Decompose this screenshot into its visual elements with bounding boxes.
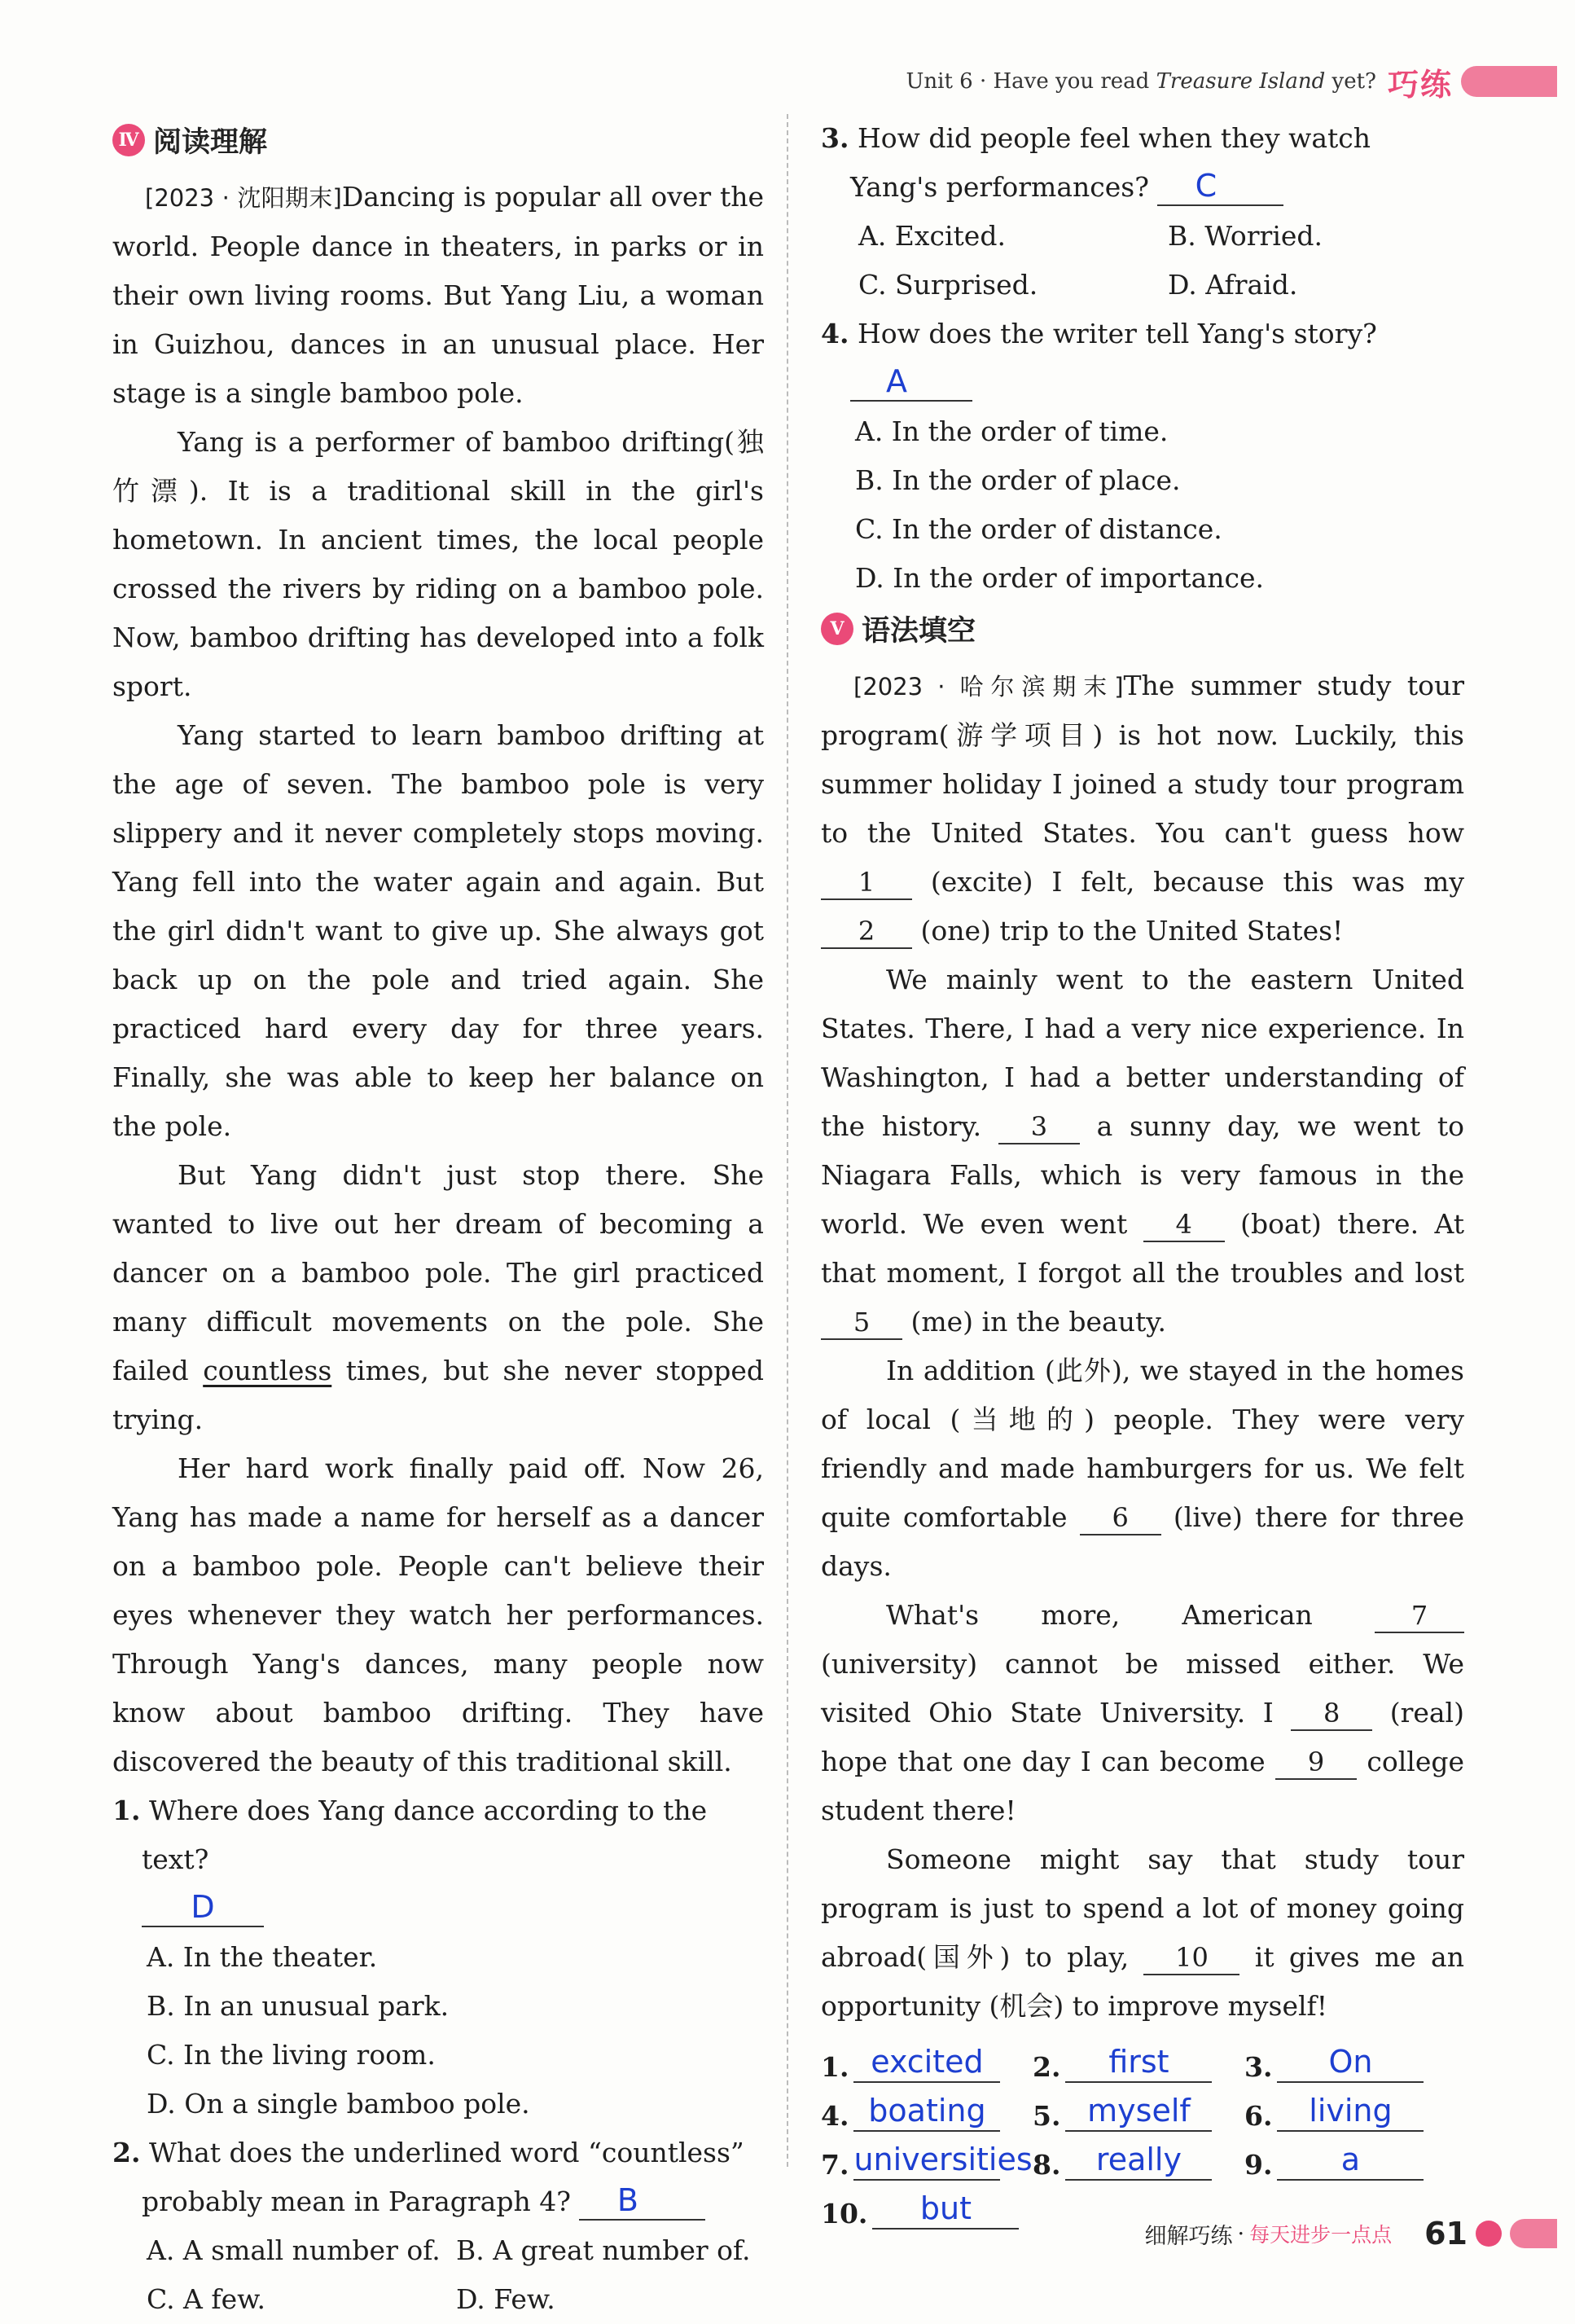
blank-8[interactable]: 8 — [1291, 1697, 1372, 1731]
blank-7[interactable]: 7 — [1375, 1599, 1464, 1633]
answer-field[interactable]: excited — [853, 2042, 1000, 2083]
question-4: 4. How does the writer tell Yang's story? A — [821, 310, 1464, 407]
answer-grid — [821, 2034, 1464, 2230]
answer-item: 3. On — [1244, 2034, 1456, 2083]
grammar-paragraph-2: We mainly went to the eastern United States. There, I had a very nice experience. In Washington, I had a better understanding of the history. 3 a sunny day, we went to Niagara Falls, which is very famous in the world. We even went 4 (boat) there. At that moment, I forgot all the troubles and lost 5 (me) in the beauty. — [821, 956, 1464, 1347]
option-a: A. Excited. — [858, 220, 1006, 252]
options-row — [147, 2226, 764, 2275]
answer-field[interactable]: On — [1277, 2042, 1424, 2083]
section-number-badge: Ⅳ — [112, 124, 145, 156]
blank-6[interactable]: 6 — [1080, 1501, 1161, 1535]
reading-paragraph-3: Yang started to learn bamboo drifting at the age of seven. The bamboo pole is very slippery and it never completely stops moving. Yang fell into the water again and again. But the girl didn't want to give up. She always got back up on the pole and tried again. She practiced hard every day for three years. Finally, she was able to keep her balance on the pole. — [112, 719, 764, 1142]
footer-decoration — [1510, 2219, 1557, 2248]
answer-blank-3[interactable]: C — [1157, 167, 1283, 206]
reading-heading — [112, 114, 764, 166]
answer-field[interactable]: universities — [853, 2140, 1000, 2181]
options-row — [858, 261, 1464, 310]
section-title: 语法填空 — [862, 615, 976, 648]
answer-line-1 — [112, 1884, 764, 1933]
options-row — [147, 2275, 764, 2324]
option-b: B. A great number of. — [456, 2234, 751, 2266]
answer-field[interactable]: boating — [853, 2091, 1000, 2132]
answer-field[interactable]: really — [1065, 2140, 1212, 2181]
blank-1[interactable]: 1 — [821, 866, 912, 900]
option-c: C. Surprised. — [858, 269, 1038, 301]
answer-item: 2. first — [1033, 2034, 1244, 2083]
option-d: D. Afraid. — [1168, 269, 1298, 301]
footer-dot-decoration — [1476, 2221, 1502, 2247]
option-a: A. A small number of. — [147, 2234, 441, 2266]
answer-field[interactable]: living — [1277, 2091, 1424, 2132]
reading-paragraph-5: Her hard work finally paid off. Now 26, Yang has made a name for herself as a dancer on a bamboo pole. People can't believe their eyes whenever they watch her performances. Through Yang's dances, many people now know about bamboo drifting. They have discovered the beauty of this traditional skill. — [112, 1452, 764, 1777]
answer-item: 8. really — [1033, 2132, 1244, 2181]
blank-3[interactable]: 3 — [998, 1110, 1080, 1144]
footer-slogan: 每天进步一点点 — [1249, 2223, 1393, 2247]
option-a: A. In the order of time. — [855, 415, 1169, 447]
blank-10[interactable]: 10 — [1143, 1941, 1239, 1975]
answer-field[interactable]: a — [1277, 2140, 1424, 2181]
question-1: 1. Where does Yang dance according to the text? — [112, 1795, 708, 1875]
option-c: C. In the living room. — [147, 2039, 436, 2071]
header-decoration — [1461, 66, 1557, 97]
blank-5[interactable]: 5 — [821, 1306, 902, 1340]
answer-field[interactable]: myself — [1065, 2091, 1212, 2132]
blank-4[interactable]: 4 — [1143, 1208, 1225, 1242]
option-d: D. Few. — [456, 2283, 555, 2315]
answer-item: 1. excited — [821, 2034, 1033, 2083]
footer-separator: · — [1237, 2221, 1245, 2247]
options-row — [858, 212, 1464, 261]
reading-section — [112, 114, 764, 2324]
grammar-paragraph-1: [2023 · 哈尔滨期末]The summer study tour program(游学项目) is hot now. Luckily, this summer holiday I joined a study tour program to the United States. You can't guess how 1 (excite) I felt, because this was my 2 (one) trip to the United States! — [821, 661, 1464, 956]
option-d: D. On a single bamboo pole. — [147, 2088, 530, 2120]
source-tag: [2023 · 沈阳期末] — [145, 184, 342, 212]
page-header — [906, 59, 1557, 104]
option-c: C. A few. — [147, 2283, 265, 2315]
page-footer — [1145, 2209, 1558, 2258]
grammar-paragraph-3: In addition (此外), we stayed in the homes of local (当地的) people. They were very friendly and made hamburgers for us. We felt quite comfortable 6 (live) there for three days. — [821, 1355, 1464, 1582]
unit-title: Unit 6 · Have you read Treasure Island yet? — [906, 69, 1376, 94]
answer-item: 10. but — [821, 2181, 1033, 2230]
grammar-paragraph-4: What's more, American 7 (university) cannot be missed either. We visited Ohio State University. I 8 (real) hope that one day I can become 9 college student there! — [821, 1599, 1465, 1826]
answer-item: 5. myself — [1033, 2083, 1244, 2132]
answer-item: 7. universities — [821, 2142, 1033, 2181]
page-number: 61 — [1424, 2216, 1468, 2252]
option-b: B. In an unusual park. — [147, 1990, 450, 2022]
option-d: D. In the order of importance. — [855, 562, 1265, 594]
reading-paragraph-2: Yang is a performer of bamboo drifting(独竹漂). It is a traditional skill in the girl's hometown. In ancient times, the local people crossed the rivers by riding on a bamboo pole. Now, bamboo drifting has developed into a folk sport. — [112, 426, 764, 702]
section-title: 阅读理解 — [153, 126, 268, 159]
option-a: A. In the theater. — [147, 1941, 378, 1973]
answer-item: 4. boating — [821, 2083, 1033, 2132]
reading-paragraph-1: [2023 · 沈阳期末]Dancing is popular all over the world. People dance in theaters, in parks or in their own living rooms. But Yang Liu, a woman in Guizhou, dances in an unusual place. Her stage is a single bamboo pole. — [112, 181, 764, 409]
answer-blank-2[interactable]: B — [579, 2181, 705, 2221]
reading-paragraph-4: But Yang didn't just stop there. She wanted to live out her dream of becoming a dancer on a bamboo pole. The girl practiced many difficult movements on the pole. She failed countless times, but she never stopped trying. — [112, 1159, 764, 1435]
brand-label: 巧练 — [1387, 66, 1453, 103]
option-b: B. Worried. — [1168, 220, 1323, 252]
blank-9[interactable]: 9 — [1275, 1746, 1357, 1780]
section-number-badge: Ⅴ — [821, 613, 853, 645]
answer-item: 6. living — [1244, 2083, 1456, 2132]
column-divider — [787, 114, 788, 2167]
blank-2[interactable]: 2 — [821, 915, 912, 949]
footer-brand: 细解巧练 — [1144, 2223, 1233, 2249]
question-2: 2. What does the underlined word “countless” probably mean in Paragraph 4? B — [112, 2129, 764, 2226]
option-b: B. In the order of place. — [855, 464, 1181, 496]
answer-field[interactable]: but — [872, 2189, 1019, 2230]
question-3: 3. How did people feel when they watch Yang's performances? C — [821, 114, 1464, 212]
grammar-paragraph-5: Someone might say that study tour program is just to spend a lot of money going abroad(国外) to play, 10 it gives me an opportunity (机会) to improve myself! — [821, 1843, 1464, 2022]
answer-field[interactable]: first — [1065, 2042, 1212, 2083]
source-tag: [2023 · 哈尔滨期末] — [853, 673, 1124, 701]
right-column — [821, 114, 1464, 2230]
grammar-heading — [821, 603, 1464, 655]
answer-blank-4[interactable]: A — [850, 362, 972, 402]
answer-blank-1[interactable]: D — [142, 1888, 264, 1927]
answer-item: 9. a — [1244, 2132, 1456, 2181]
underlined-word: countless — [203, 1355, 332, 1386]
option-c: C. In the order of distance. — [855, 513, 1222, 545]
